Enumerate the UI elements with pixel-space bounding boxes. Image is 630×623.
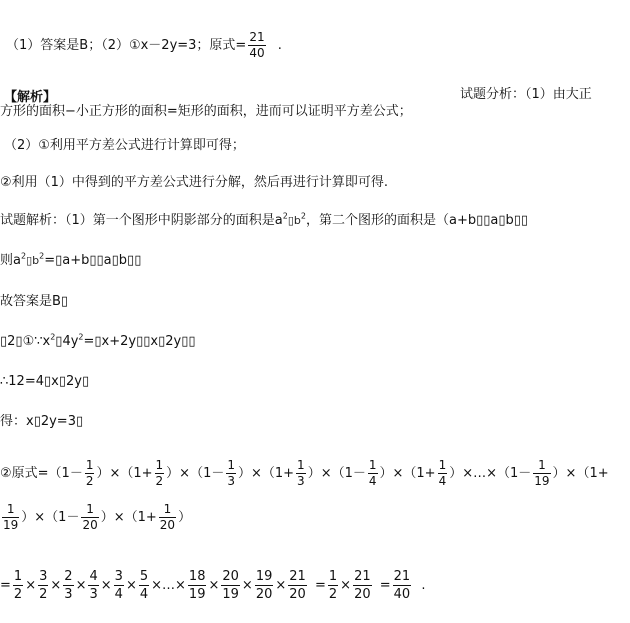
answer-text: （1）答案是B；（2）①x－2y=3；原式= xyxy=(6,38,247,53)
answer-end: . xyxy=(277,38,282,53)
solution-line-6: 得：x▯2y=3▯ xyxy=(0,414,84,429)
fraction: $\frac{18}{19}$ xyxy=(188,569,206,602)
fraction: $\frac{1}{2}$ xyxy=(328,569,338,602)
fraction: $\frac{3}{2}$ xyxy=(39,569,48,602)
fraction: $\frac{1}{3}$ xyxy=(227,458,235,488)
fraction: $\frac{1}{20}$ xyxy=(82,502,98,532)
fraction: $\frac{1}{2}$ xyxy=(85,458,94,488)
fraction: $\frac{1}{2}$ xyxy=(13,569,23,602)
fraction: $\frac{1}{19}$ xyxy=(3,502,19,532)
expression-line-2: $\frac{1}{19}$ ）×（1－ $\frac{1}{20}$ ）×（1+ $\frac{1}{20}$ ） xyxy=(3,502,192,532)
answer-line xyxy=(6,30,282,61)
fraction: $\frac{1}{4}$ xyxy=(368,458,377,488)
fraction: $\frac{4}{3}$ xyxy=(89,569,98,602)
result-fraction: $\frac{21}{40}$ xyxy=(393,569,411,602)
fraction: $\frac{2}{3}$ xyxy=(64,569,73,602)
solution-line-4: $▯2▯①\because x^2▯4y^2=▯x+2y▯▯x▯2y▯▯$ xyxy=(0,332,196,349)
analysis-line-4: ②利用（1）中得到的平方差公式进行分解，然后再进行计算即可得. xyxy=(0,175,389,190)
fraction: $\frac{1}{20}$ xyxy=(159,502,176,532)
fraction: $\frac{19}{20}$ xyxy=(255,569,273,602)
analysis-intro: 试题分析：（1）由大正 xyxy=(460,87,592,102)
fraction: $\frac{1}{2}$ xyxy=(155,458,164,488)
fraction: $\frac{1}{19}$ xyxy=(534,458,550,488)
answer-fraction: $\frac{21}{40}$ xyxy=(249,30,265,60)
fraction: $\frac{1}{4}$ xyxy=(438,458,447,488)
fraction: $\frac{21}{20}$ xyxy=(289,569,306,602)
solution-line-3: 故答案是B▯ xyxy=(0,294,69,309)
fraction: $\frac{21}{20}$ xyxy=(354,569,371,602)
analysis-line-3: （2）①利用平方差公式进行计算即可得； xyxy=(4,138,245,153)
analysis-heading: 【解析】 xyxy=(4,90,57,105)
fraction: $\frac{3}{4}$ xyxy=(114,569,123,602)
solution-line-5: ∴12=4▯x▯2y▯ xyxy=(0,374,90,389)
expression-line-1: ②原式=（1－ $\frac{1}{2}$ ）×（1+ $\frac{1}{2}$ ）×（1－ $\frac{1}{3}$ ）×（1+ $\frac{1}{3}$ ）×（1－ $\frac{1}{4}$ ）×（1+ $\frac{1}{4}$ ）×…×（1－ $\frac{1}{19}$ ）×（1+ xyxy=(0,458,609,488)
final-line: = $\frac{1}{2}$ × $\frac{3}{2}$ × $\frac{2}{3}$ × $\frac{4}{3}$ × $\frac{3}{4}$ × $\frac{5}{4}$ ×…× $\frac{18}{19}$ × $\frac{20}{19}$ × $\frac{19}{20}$ × $\frac{21}{20}$ = $\frac{1}{2}$ × $\frac{21}{20}$ = $\frac{21}{40}$ . xyxy=(0,569,426,602)
solution-line-1: 试题解析：（1）第一个图形中阴影部分的面积是$a^2▯b^2$，第二个图形的面积是（a+b▯▯a▯b▯▯ xyxy=(0,211,529,228)
fraction: $\frac{5}{4}$ xyxy=(139,569,149,602)
solution-line-2: 则$a^2▯b^2=▯a+b▯▯a▯b▯▯$ xyxy=(0,251,142,268)
analysis-line-2: 方形的面积−小正方形的面积=矩形的面积，进而可以证明平方差公式； xyxy=(0,104,412,119)
fraction: $\frac{1}{3}$ xyxy=(297,458,305,488)
fraction: $\frac{20}{19}$ xyxy=(222,569,239,602)
